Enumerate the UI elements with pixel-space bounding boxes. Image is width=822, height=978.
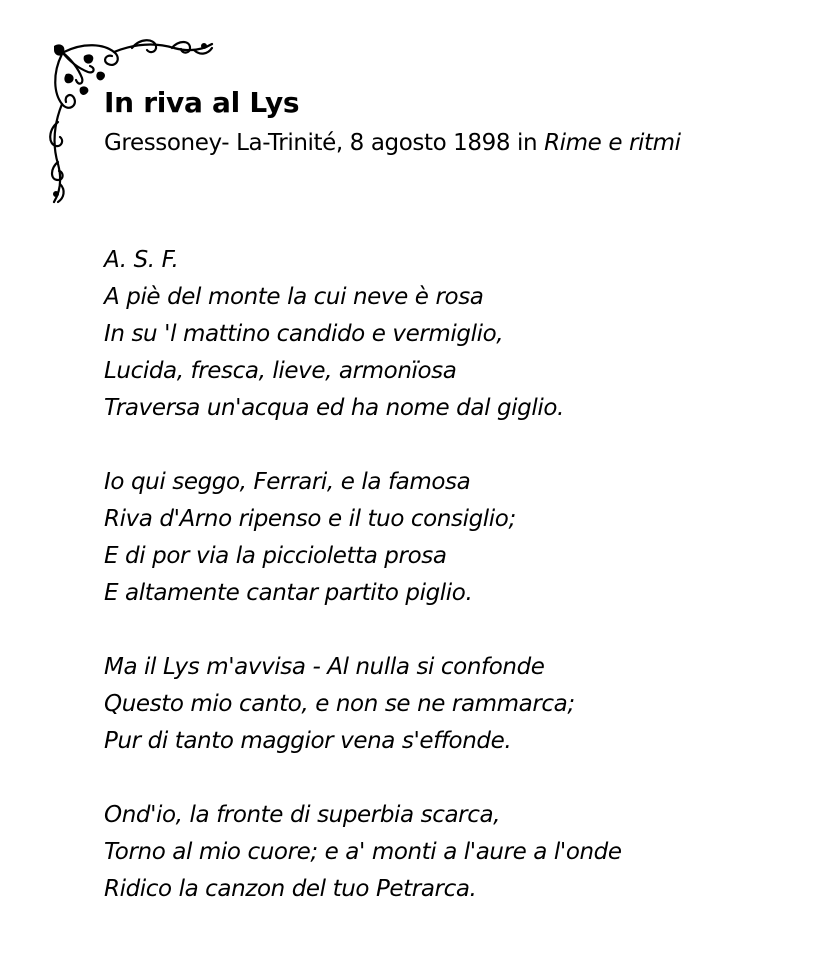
verse-line: Io qui seggo, Ferrari, e la famosa — [104, 469, 471, 495]
verse-line: Traversa un'acqua ed ha nome dal giglio. — [104, 395, 564, 421]
flourish-corner-icon — [44, 34, 220, 210]
verse-line: Questo mio canto, e non se ne rammarca; — [104, 691, 575, 717]
book-title: Rime e ritmi — [544, 130, 681, 156]
verse-line: E di por via la piccioletta prosa — [104, 543, 447, 569]
subtitle — [104, 130, 681, 156]
verse-line: Lucida, fresca, lieve, armonïosa — [104, 358, 457, 384]
stanza-4 — [104, 797, 622, 908]
stanza-3 — [104, 649, 622, 760]
verse-line: In su 'l mattino candido e vermiglio, — [104, 321, 504, 347]
verse-line: Ridico la canzon del tuo Petrarca. — [104, 876, 477, 902]
verse-line: Pur di tanto maggior vena s'effonde. — [104, 728, 512, 754]
stanza-2 — [104, 464, 622, 612]
page-title: In riva al Lys — [104, 86, 300, 119]
dedication: A. S. F. — [104, 247, 179, 273]
verse-line: Ma il Lys m'avvisa - Al nulla si confonde — [104, 654, 545, 680]
verse-line: E altamente cantar partito piglio. — [104, 580, 473, 606]
verse-line: Torno al mio cuore; e a' monti a l'aure a l'onde — [104, 839, 622, 865]
poem-body — [104, 242, 622, 908]
verse-line: A piè del monte la cui neve è rosa — [104, 284, 484, 310]
verse-line: Ond'io, la fronte di superbia scarca, — [104, 802, 501, 828]
verse-line: Riva d'Arno ripenso e il tuo consiglio; — [104, 506, 516, 532]
stanza-1 — [104, 279, 622, 427]
subtitle-text: Gressoney- La-Trinité, 8 agosto 1898 in — [104, 130, 545, 156]
